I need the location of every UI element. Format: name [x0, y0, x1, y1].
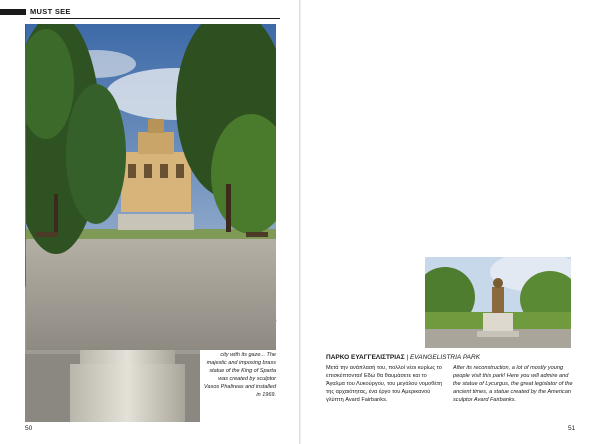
park-title-separator: |	[404, 354, 410, 361]
park-text-greek: Μετά την ανάπλασή του, πολλοί νέοι κυρίως το επισκέπτονται! Εδώ θα θαυμάσετε και το Άγαλμα του Λυκούργου, του μεγάλου νομοθέτη της αρχαιότητας, ένα έργο του Αμερικανού γλύπτη Avard Fairbanks.	[326, 365, 443, 404]
page-gutter	[299, 0, 301, 444]
park-title-english: EVANGELISTRIA PARK	[409, 354, 481, 361]
park-title-greek: ΠΑΡΚΟ ΕΥΑΓΓΕΛΙΣΤΡΙΑΣ	[326, 354, 405, 361]
park-text-english: After its reconstruction, a lot of mostly young people visit this park! Here you will admire and the statue of Lycurgus, the great legislator of the ancient times, a statue created by the American sculptor Avard Fairbanks.	[453, 365, 573, 404]
lycurgus-statue-photo	[423, 255, 573, 350]
evangelistria-park-photo	[26, 24, 276, 350]
header-rule	[30, 18, 280, 19]
park-heading	[326, 354, 576, 361]
statue-text-english: city with its gaze... The majestic and imposing brass statue of the King of Sparta was created by sculptor Vasos Phalireas and installed in 1969.	[204, 351, 276, 398]
page-number-right: 51	[568, 425, 576, 432]
page-number-left: 50	[25, 425, 33, 432]
section-marker-bar	[0, 9, 26, 15]
section-label: MUST SEE	[30, 7, 71, 16]
